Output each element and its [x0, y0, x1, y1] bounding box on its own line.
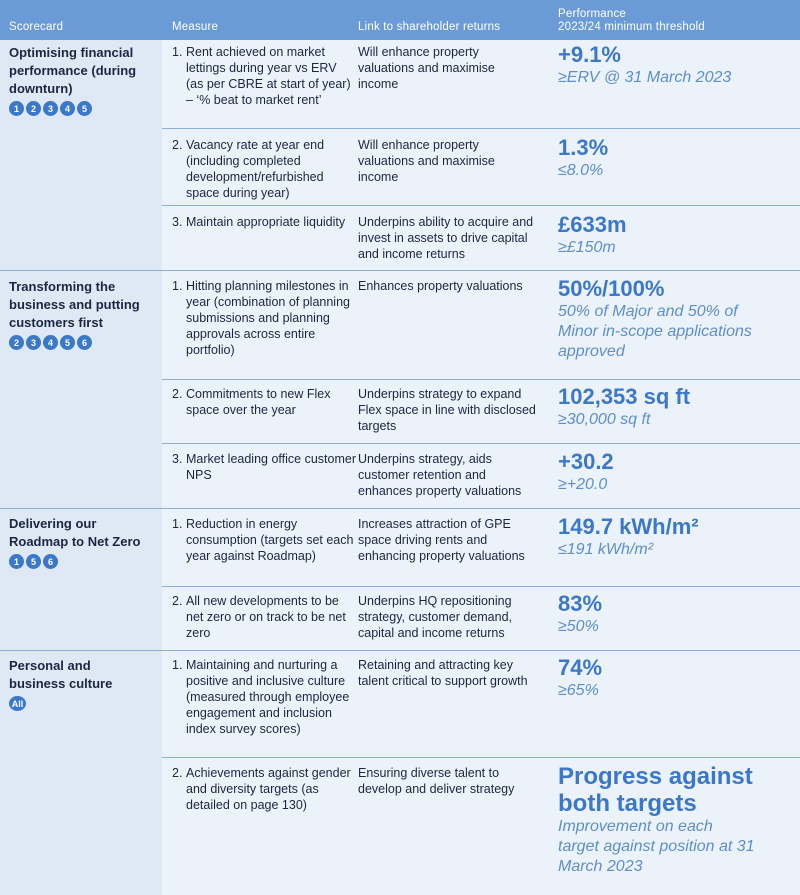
strategy-badges — [9, 696, 157, 711]
performance-value: +30.2 — [558, 449, 614, 474]
row-number: 2. — [172, 138, 183, 152]
badge: 3 — [26, 335, 41, 350]
performance — [558, 449, 798, 495]
row-divider — [162, 205, 800, 206]
badge: 2 — [26, 101, 41, 116]
scorecard-net-zero — [9, 515, 157, 569]
row-number: 3. — [172, 452, 183, 466]
link-text: Underpins strategy to expand Flex space in line with disclosed targets — [358, 387, 536, 433]
performance-value: 74% — [558, 655, 603, 680]
performance-value: £633m — [558, 212, 627, 237]
scorecard-title: Transforming the business and putting customers first — [9, 279, 140, 330]
badge: All — [9, 696, 26, 711]
link-text: Underpins strategy, aids customer retention and enhances property valuations — [358, 452, 522, 498]
performance-value: 102,353 sq ft — [558, 384, 691, 409]
badge: 4 — [60, 101, 75, 116]
performance-value: +9.1% — [558, 42, 621, 67]
badge: 6 — [77, 335, 92, 350]
row-divider — [162, 379, 800, 380]
header-performance — [558, 8, 705, 34]
scorecard-title: Optimising financial performance (during downturn) — [9, 45, 137, 96]
strategy-badges — [9, 101, 157, 116]
header-measure: Measure — [172, 21, 219, 33]
badge: 4 — [43, 335, 58, 350]
row-number: 1. — [172, 279, 183, 293]
header-scorecard: Scorecard — [9, 21, 64, 33]
link-text: Enhances property valuations — [358, 279, 523, 293]
row-number: 2. — [172, 594, 183, 608]
measure-text: Maintain appropriate liquidity — [186, 215, 346, 229]
performance — [558, 42, 798, 88]
badge: 6 — [43, 554, 58, 569]
performance — [558, 135, 798, 181]
performance-threshold: ≥50% — [558, 618, 599, 635]
row-number: 2. — [172, 766, 183, 780]
group-divider — [0, 650, 800, 651]
row-number: 1. — [172, 45, 183, 59]
header-link: Link to shareholder returns — [358, 21, 501, 33]
performance — [558, 212, 798, 258]
row-number: 1. — [172, 658, 183, 672]
performance-threshold: ≥ERV @ 31 March 2023 — [558, 69, 732, 86]
row-divider — [162, 443, 800, 444]
row-number: 2. — [172, 387, 183, 401]
link-text: Retaining and attracting key talent critical to support growth — [358, 658, 528, 688]
link-text: Underpins HQ repositioning strategy, customer demand, capital and income returns — [358, 594, 513, 640]
badge: 1 — [9, 554, 24, 569]
group-divider — [0, 270, 800, 271]
performance-threshold: ≥65% — [558, 682, 599, 699]
measure-text: Maintaining and nurturing a positive and inclusive culture (measured through employee engagement and inclusion index survey scores) — [186, 658, 350, 736]
performance — [558, 591, 798, 637]
measure-text: Rent achieved on market lettings during year vs ERV (as per CBRE at start of year) – ‘% beat to market rent’ — [186, 45, 351, 107]
performance — [558, 655, 798, 701]
performance — [558, 276, 798, 362]
strategy-badges — [9, 554, 157, 569]
scorecard-culture — [9, 657, 157, 711]
performance-value: 149.7 kWh/m² — [558, 514, 699, 539]
performance-threshold: Improvement on each target against position at 31 March 2023 — [558, 818, 755, 875]
badge: 2 — [9, 335, 24, 350]
performance — [558, 514, 798, 560]
strategy-badges — [9, 335, 157, 350]
header-performance-line1: Performance — [558, 8, 627, 20]
link-text: Will enhance property valuations and maximise income — [358, 45, 495, 91]
performance-threshold: ≤191 kWh/m² — [558, 541, 654, 558]
performance-value: 1.3% — [558, 135, 609, 160]
row-divider — [162, 586, 800, 587]
badge: 3 — [43, 101, 58, 116]
measure-text: Hitting planning milestones in year (combination of planning submissions and planning approvals across entire portfolio) — [186, 279, 350, 357]
performance-value: 83% — [558, 591, 603, 616]
badge: 5 — [60, 335, 75, 350]
scorecard-column — [0, 40, 162, 895]
link-text: Will enhance property valuations and maximise income — [358, 138, 495, 184]
scorecard-transforming — [9, 278, 157, 350]
row-divider — [162, 128, 800, 129]
link-text: Ensuring diverse talent to develop and deliver strategy — [358, 766, 515, 796]
performance-threshold: 50% of Major and 50% of Minor in-scope applications approved — [558, 303, 752, 360]
performance-threshold: ≥£150m — [558, 239, 616, 256]
header-performance-line2: 2023/24 minimum threshold — [558, 21, 705, 33]
row-number: 3. — [172, 215, 183, 229]
link-text: Underpins ability to acquire and invest in assets to drive capital and income returns — [358, 215, 534, 261]
performance — [558, 384, 798, 430]
measure-text: Commitments to new Flex space over the year — [186, 387, 331, 417]
scorecard-title: Delivering our Roadmap to Net Zero — [9, 516, 141, 549]
badge: 5 — [26, 554, 41, 569]
performance — [558, 763, 798, 877]
performance-value: Progress against both targets — [558, 763, 753, 817]
row-number: 1. — [172, 517, 183, 531]
badge: 1 — [9, 101, 24, 116]
measure-text: Reduction in energy consumption (targets set each year against Roadmap) — [186, 517, 354, 563]
scorecard-title: Personal and business culture — [9, 658, 113, 691]
measure-text: All new developments to be net zero or on track to be net zero — [186, 594, 346, 640]
group-divider — [0, 508, 800, 509]
performance-value: 50%/100% — [558, 276, 665, 301]
link-text: Increases attraction of GPE space driving rents and enhancing property valuations — [358, 517, 525, 563]
scorecard-financial — [9, 44, 157, 116]
measure-text: Vacancy rate at year end (including completed development/refurbished space during year) — [186, 138, 325, 200]
performance-threshold: ≥30,000 sq ft — [558, 411, 651, 428]
measure-text: Achievements against gender and diversity targets (as detailed on page 130) — [186, 766, 351, 812]
measure-text: Market leading office customer NPS — [186, 452, 356, 482]
badge: 5 — [77, 101, 92, 116]
table-header — [0, 0, 800, 40]
row-divider — [162, 757, 800, 758]
performance-threshold: ≥+20.0 — [558, 476, 608, 493]
performance-threshold: ≤8.0% — [558, 162, 604, 179]
